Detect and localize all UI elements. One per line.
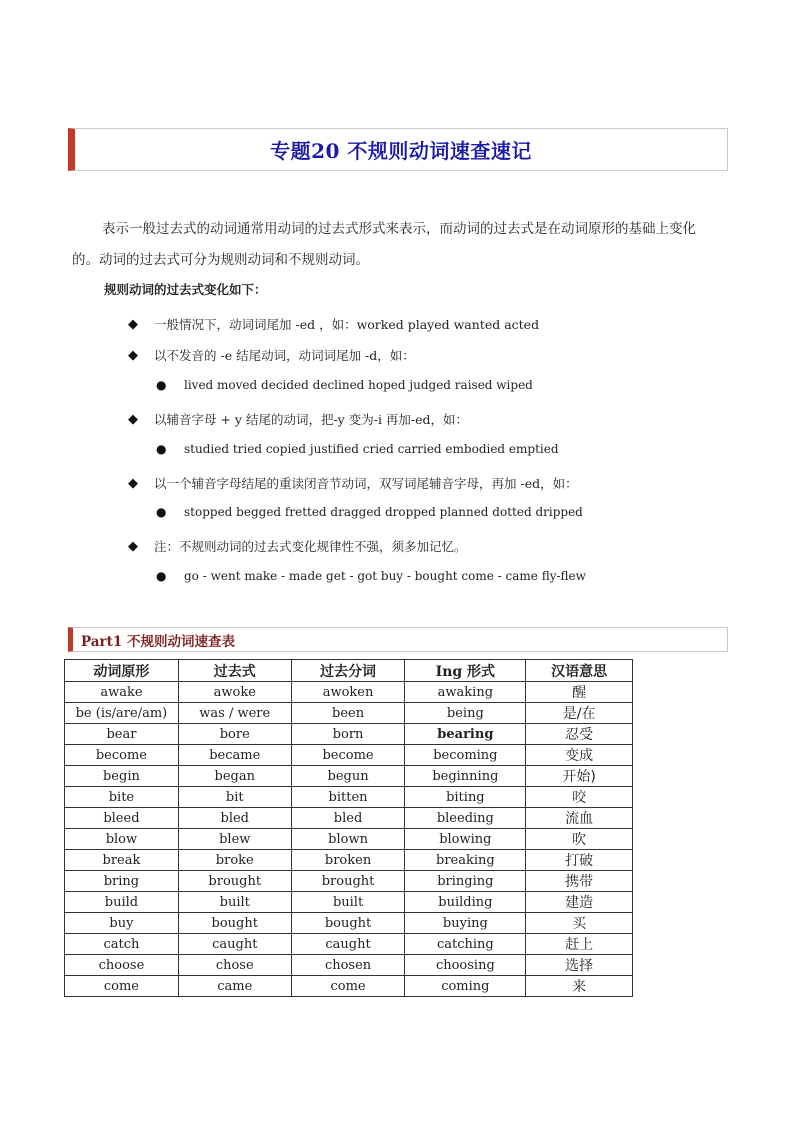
diamond-bullet-icon: ◆ <box>128 316 138 332</box>
table-cell: caught <box>178 934 291 955</box>
example-text: lived moved decided declined hoped judged raised wiped <box>184 378 533 392</box>
table-cell: 建造 <box>526 892 633 913</box>
table-cell: came <box>178 976 291 997</box>
table-cell: 醒 <box>526 682 633 703</box>
rule-text: 以辅音字母 + y 结尾的动词，把-y 变为-i 再加-ed，如： <box>154 412 469 427</box>
table-cell: bearing <box>405 724 526 745</box>
rule-item-5 <box>128 537 467 555</box>
table-cell: biting <box>405 787 526 808</box>
table-cell: 忍受 <box>526 724 633 745</box>
page-title: 专题20 不规则动词速查速记 <box>270 139 532 163</box>
table-cell: built <box>291 892 405 913</box>
table-cell: chosen <box>291 955 405 976</box>
rule-text: 一般情况下，动词词尾加 -ed ，如：worked played wanted acted <box>154 317 540 332</box>
part-heading: Part1 不规则动词速查表 <box>81 633 235 650</box>
table-cell: 咬 <box>526 787 633 808</box>
table-cell: be (is/are/am) <box>65 703 179 724</box>
table-row <box>65 787 633 808</box>
table-row <box>65 724 633 745</box>
table-row <box>65 871 633 892</box>
table-cell: become <box>65 745 179 766</box>
table-cell: bite <box>65 787 179 808</box>
table-row <box>65 934 633 955</box>
table-cell: blowing <box>405 829 526 850</box>
example-item-1 <box>156 378 533 392</box>
column-header: 过去式 <box>178 660 291 682</box>
table-cell: breaking <box>405 850 526 871</box>
table-cell: begun <box>291 766 405 787</box>
table-cell: 流血 <box>526 808 633 829</box>
table-cell: broke <box>178 850 291 871</box>
example-text: studied tried copied justified cried carried embodied emptied <box>184 442 559 456</box>
rule-text: 注：不规则动词的过去式变化规律性不强，须多加记忆。 <box>154 539 467 554</box>
table-cell: bought <box>291 913 405 934</box>
table-cell: 买 <box>526 913 633 934</box>
example-text: stopped begged fretted dragged dropped planned dotted dripped <box>184 505 583 519</box>
table-cell: 吹 <box>526 829 633 850</box>
table-cell: bring <box>65 871 179 892</box>
example-item-4 <box>156 569 586 583</box>
rule-item-3 <box>128 410 468 428</box>
diamond-bullet-icon: ◆ <box>128 538 138 554</box>
table-cell: 是/在 <box>526 703 633 724</box>
table-cell: chose <box>178 955 291 976</box>
table-cell: bled <box>291 808 405 829</box>
table-cell: brought <box>291 871 405 892</box>
table-cell: bitten <box>291 787 405 808</box>
table-row <box>65 829 633 850</box>
table-cell: bit <box>178 787 291 808</box>
table-row <box>65 745 633 766</box>
table-cell: buy <box>65 913 179 934</box>
rule-text: 以不发音的 -e 结尾动词，动词词尾加 -d，如： <box>154 348 415 363</box>
table-cell: awake <box>65 682 179 703</box>
table-row <box>65 850 633 871</box>
rule-item-2 <box>128 346 415 364</box>
table-cell: awoke <box>178 682 291 703</box>
table-cell: beginning <box>405 766 526 787</box>
rules-subheading: 规则动词的过去式变化如下： <box>104 282 267 297</box>
column-header: 汉语意思 <box>526 660 633 682</box>
table-cell: being <box>405 703 526 724</box>
table-cell: born <box>291 724 405 745</box>
example-item-3 <box>156 505 583 519</box>
table-cell: began <box>178 766 291 787</box>
rule-item-1 <box>128 315 539 333</box>
table-cell: break <box>65 850 179 871</box>
rule-text: 以一个辅音字母结尾的重读闭音节动词，双写词尾辅音字母，再加 -ed，如： <box>154 476 578 491</box>
table-cell: coming <box>405 976 526 997</box>
part-heading-box <box>68 627 728 652</box>
table-cell: blew <box>178 829 291 850</box>
diamond-bullet-icon: ◆ <box>128 411 138 427</box>
table-cell: choose <box>65 955 179 976</box>
dot-bullet-icon: ● <box>156 505 167 519</box>
table-cell: 携带 <box>526 871 633 892</box>
column-header: 过去分词 <box>291 660 405 682</box>
table-cell: awoken <box>291 682 405 703</box>
table-cell: bringing <box>405 871 526 892</box>
table-cell: 选择 <box>526 955 633 976</box>
table-row <box>65 913 633 934</box>
intro-paragraph: 表示一般过去式的动词通常用动词的过去式形式来表示，而动词的过去式是在动词原形的基础上变化的。动词的过去式可分为规则动词和不规则动词。 <box>72 221 696 268</box>
table-cell: blown <box>291 829 405 850</box>
table-cell: brought <box>178 871 291 892</box>
table-row <box>65 955 633 976</box>
table-cell: built <box>178 892 291 913</box>
table-cell: bleeding <box>405 808 526 829</box>
table-cell: bleed <box>65 808 179 829</box>
table-row <box>65 892 633 913</box>
table-cell: building <box>405 892 526 913</box>
table-row <box>65 703 633 724</box>
table-cell: catching <box>405 934 526 955</box>
table-header-row <box>65 660 633 682</box>
rule-item-4 <box>128 474 578 492</box>
table-cell: blow <box>65 829 179 850</box>
table-cell: bear <box>65 724 179 745</box>
table-cell: becoming <box>405 745 526 766</box>
table-cell: choosing <box>405 955 526 976</box>
table-cell: 赶上 <box>526 934 633 955</box>
table-cell: was / were <box>178 703 291 724</box>
table-cell: come <box>65 976 179 997</box>
table-cell: became <box>178 745 291 766</box>
table-cell: build <box>65 892 179 913</box>
table-cell: been <box>291 703 405 724</box>
example-item-2 <box>156 442 559 456</box>
diamond-bullet-icon: ◆ <box>128 475 138 491</box>
dot-bullet-icon: ● <box>156 378 167 392</box>
example-text: go - went make - made get - got buy - bought come - came fly-flew <box>184 569 586 583</box>
table-cell: awaking <box>405 682 526 703</box>
dot-bullet-icon: ● <box>156 442 167 456</box>
table-cell: bled <box>178 808 291 829</box>
title-box <box>68 128 728 171</box>
table-cell: bore <box>178 724 291 745</box>
table-row <box>65 976 633 997</box>
table-row <box>65 766 633 787</box>
table-cell: bought <box>178 913 291 934</box>
irregular-verb-table <box>64 659 633 997</box>
column-header: 动词原形 <box>65 660 179 682</box>
table-body <box>65 682 633 997</box>
table-cell: become <box>291 745 405 766</box>
table-cell: 打破 <box>526 850 633 871</box>
dot-bullet-icon: ● <box>156 569 167 583</box>
table-cell: broken <box>291 850 405 871</box>
table-row <box>65 682 633 703</box>
table-cell: 变成 <box>526 745 633 766</box>
column-header: Ing 形式 <box>405 660 526 682</box>
table-cell: catch <box>65 934 179 955</box>
table-row <box>65 808 633 829</box>
diamond-bullet-icon: ◆ <box>128 347 138 363</box>
table-cell: 来 <box>526 976 633 997</box>
table-cell: buying <box>405 913 526 934</box>
table-cell: begin <box>65 766 179 787</box>
table-cell: 开始) <box>526 766 633 787</box>
table-cell: come <box>291 976 405 997</box>
table-cell: caught <box>291 934 405 955</box>
